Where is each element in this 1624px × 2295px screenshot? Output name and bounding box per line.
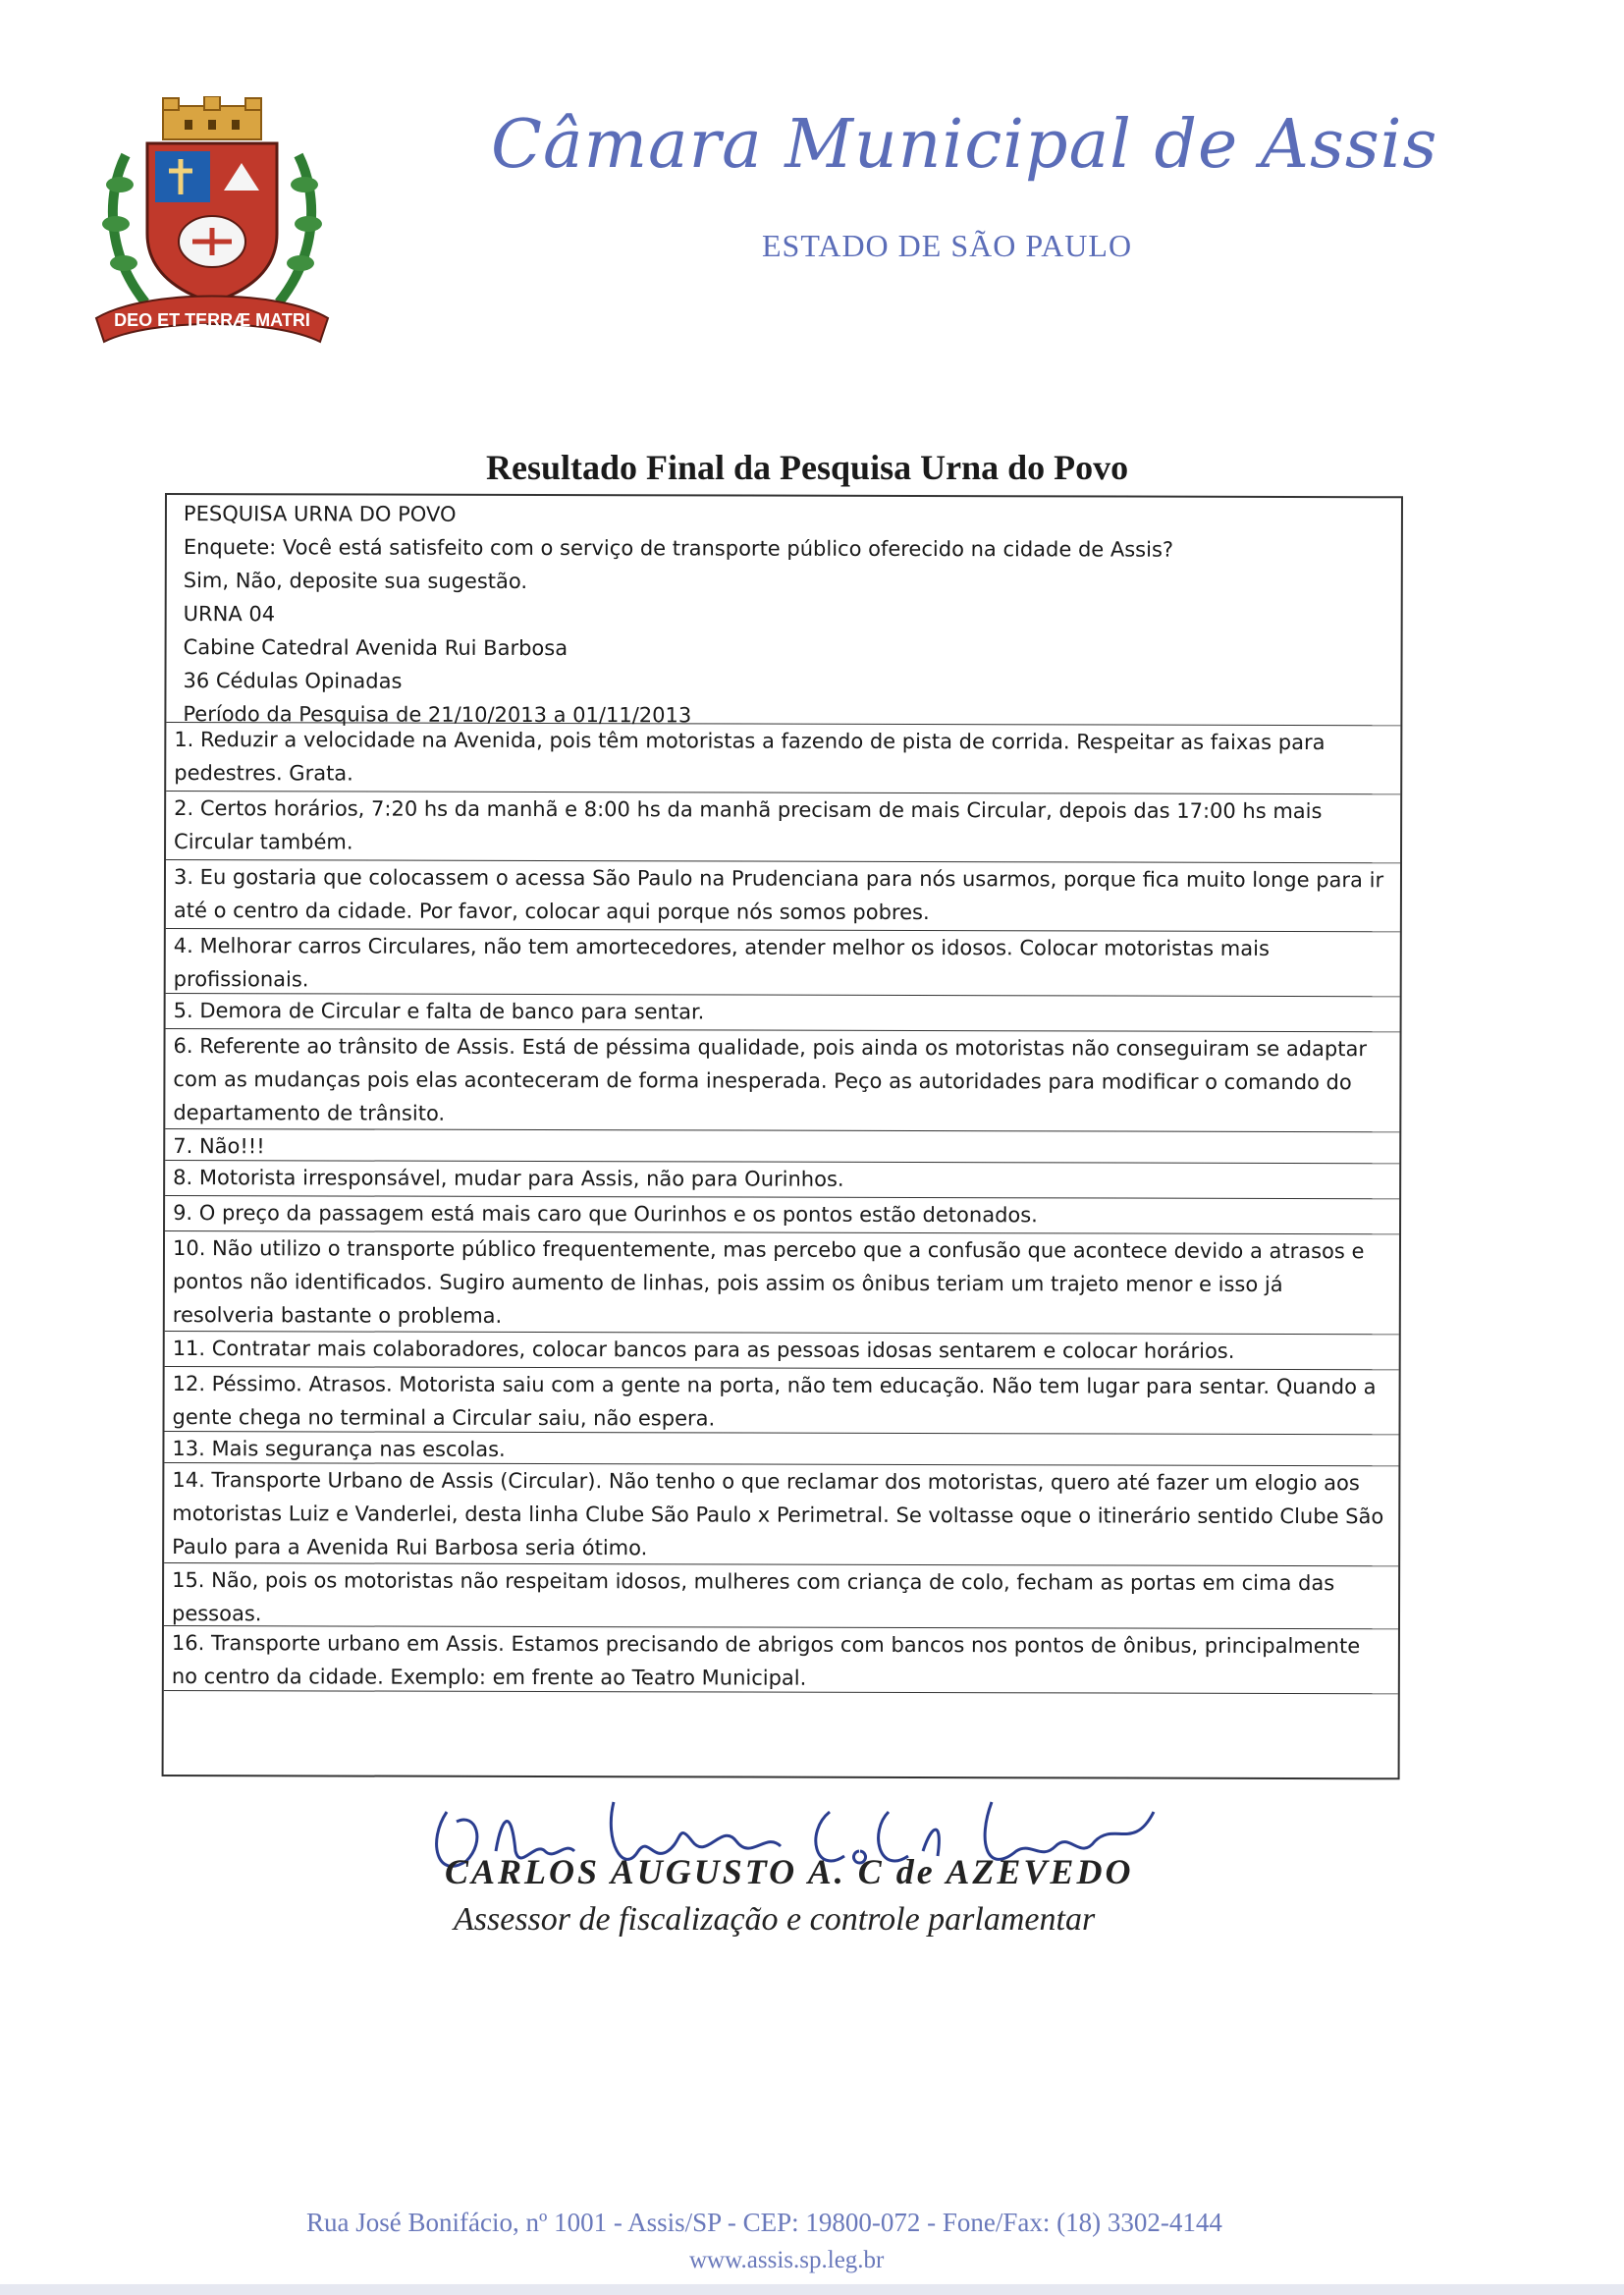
empty-table-row [164, 1691, 1398, 1723]
response-row: 6. Referente ao trânsito de Assis. Está de péssima qualidade, pois ainda os motoristas não conseguiram se adaptar com as mudanças pois elas aconteceram de forma inesperada. Peço as autoridades para modificar o comando do departamento de trânsito. [165, 1029, 1399, 1132]
response-row: 15. Não, pois os motoristas não respeitam idosos, mulheres com criança de colo, fecham as portas em cima das pessoas. [164, 1563, 1398, 1629]
response-row: 5. Demora de Circular e falta de banco para sentar. [166, 994, 1400, 1032]
survey-question: Enquete: Você está satisfeito com o serviço de transporte público oferecido na cidade de Assis? [183, 535, 1174, 562]
crest-motto-text: DEO ET TERRÆ MATRI [114, 310, 310, 330]
response-row: 11. Contratar mais colaboradores, colocar bancos para as pessoas idosas sentarem e colocar horários. [165, 1332, 1399, 1370]
response-row: 1. Reduzir a velocidade na Avenida, pois têm motoristas a fazendo de pista de corrida. Respeitar as faixas para pedestres. Grata. [166, 723, 1400, 794]
scan-edge-divider [0, 2284, 1624, 2295]
response-row: 13. Mais segurança nas escolas. [164, 1432, 1398, 1466]
survey-name: PESQUISA URNA DO POVO [183, 502, 457, 526]
signatory-name: CARLOS AUGUSTO A. C de AZEVEDO [445, 1852, 1134, 1891]
response-row: 4. Melhorar carros Circulares, não tem amortecedores, atender melhor os idosos. Colocar motoristas mais profissionais. [166, 929, 1400, 997]
municipal-crest-logo [86, 96, 338, 354]
response-row: 12. Péssimo. Atrasos. Motorista saiu com a gente na porta, não tem educação. Não tem lugar para sentar. Quando a gente chega no terminal a Circular saiu, não espera. [164, 1367, 1398, 1435]
response-row: 16. Transporte urbano em Assis. Estamos precisando de abrigos com bancos nos pontos de ônibus, principalmente no centro da cidade. Exemplo: em frente ao Teatro Municipal. [164, 1626, 1398, 1694]
survey-ballot-count: 36 Cédulas Opinadas [183, 669, 403, 693]
footer-address: Rua José Bonifácio, nº 1001 - Assis/SP - CEP: 19800-072 - Fone/Fax: (18) 3302-4144 [306, 2208, 1222, 2237]
response-row: 10. Não utilizo o transporte público frequentemente, mas percebo que a confusão que acontece devido a atrasos e pontos não identificados. Sugiro aumento de linhas, pois assim os ônibus teriam um trajeto menor e isso já resolveria bastante o problema. [165, 1231, 1399, 1335]
document-title: Resultado Final da Pesquisa Urna do Povo [486, 448, 1129, 487]
response-row: 9. O preço da passagem está mais caro que Ourinhos e os pontos estão detonados. [165, 1196, 1399, 1234]
response-row: 7. Não!!! [165, 1129, 1399, 1164]
response-row: 8. Motorista irresponsável, mudar para Assis, não para Ourinhos. [165, 1161, 1399, 1199]
survey-options: Sim, Não, deposite sua sugestão. [183, 569, 528, 593]
survey-info-block [166, 495, 1401, 726]
survey-urn: URNA 04 [183, 602, 276, 627]
response-row: 2. Certos horários, 7:20 hs da manhã e 8:00 hs da manhã precisam de mais Circular, depois das 17:00 hs mais Circular também. [166, 792, 1400, 863]
responses-list [164, 723, 1401, 1723]
crest-shield [147, 143, 277, 302]
crest-motto-ribbon [96, 297, 328, 343]
response-row: 3. Eu gostaria que colocassem o acessa São Paulo na Prudenciana para nós usarmos, porque fica muito longe para ir até o centro da cidade. Por favor, colocar aqui porque nós somos pobres. [166, 860, 1400, 932]
footer-website: www.assis.sp.leg.br [689, 2247, 885, 2273]
signatory-role: Assessor de fiscalização e controle parlamentar [454, 1901, 1096, 1938]
survey-results-table [162, 493, 1403, 1779]
survey-period: Período da Pesquisa de 21/10/2013 a 01/11/2013 [183, 702, 692, 728]
organization-state: ESTADO DE SÃO PAULO [762, 228, 1133, 263]
organization-name: Câmara Municipal de Assis [491, 106, 1438, 184]
survey-booth-location: Cabine Catedral Avenida Rui Barbosa [183, 635, 568, 661]
crest-crown [163, 96, 261, 139]
response-row: 14. Transporte Urbano de Assis (Circular). Não tenho o que reclamar dos motoristas, quero até fazer um elogio aos motoristas Luiz e Vanderlei, desta linha Clube São Paulo x Perimetral. Se voltasse oque o itinerário sentido Clube São Paulo para a Avenida Rui Barbosa seria ótimo. [164, 1463, 1398, 1566]
